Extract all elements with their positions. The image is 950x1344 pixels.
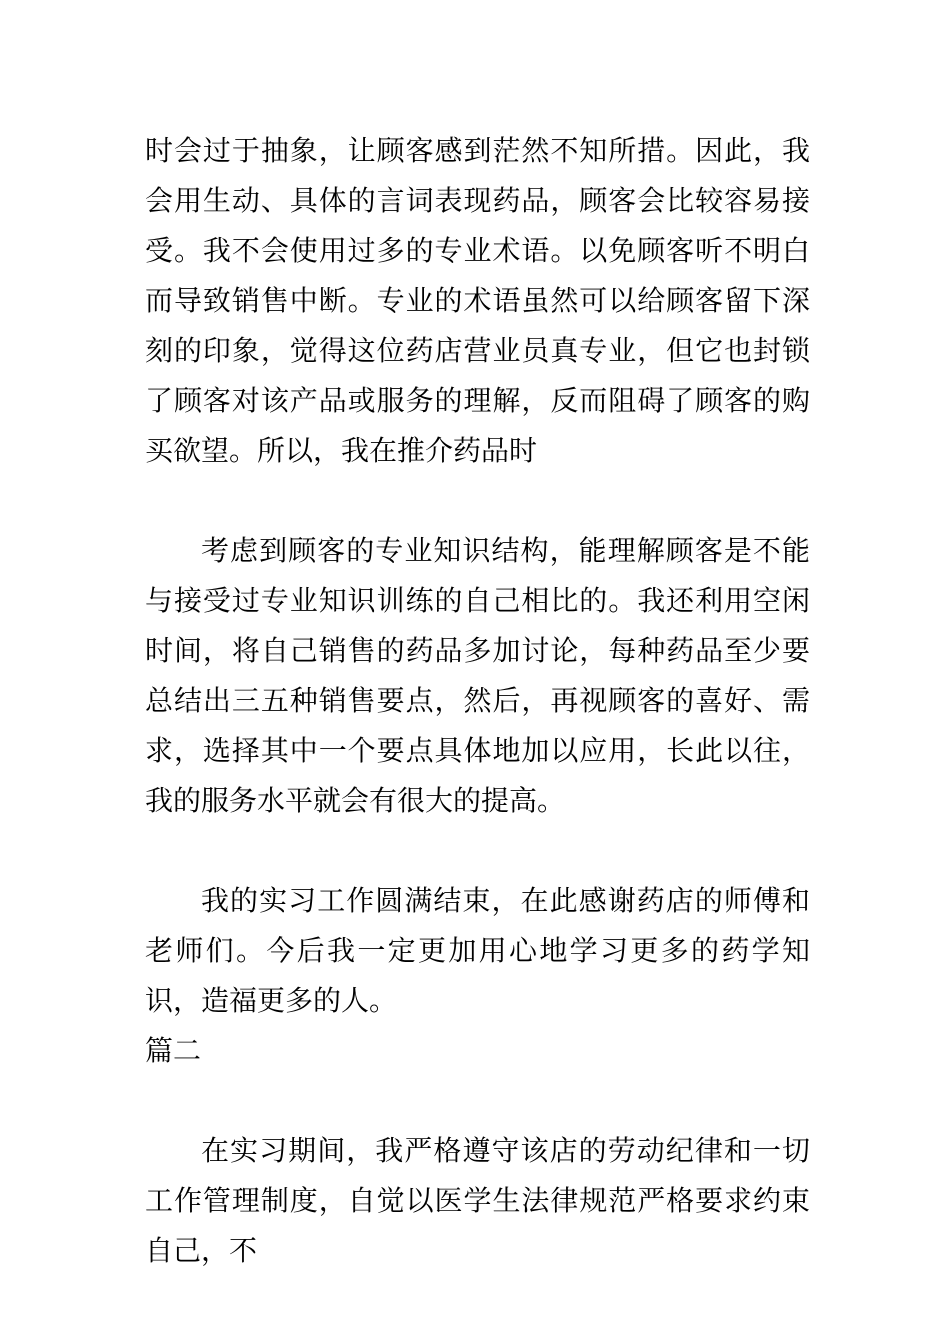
paragraph-conclusion: 我的实习工作圆满结束，在此感谢药店的师傅和老师们。今后我一定更加用心地学习更多的药学知识，造福更多的人。	[145, 884, 810, 1017]
document-body	[145, 126, 810, 1276]
section-heading: 篇二	[145, 1034, 202, 1067]
paragraph-internship-discipline: 在实习期间，我严格遵守该店的劳动纪律和一切工作管理制度，自觉以医学生法律规范严格要求约束自己，不	[145, 1134, 810, 1267]
paragraph-customer-knowledge: 考虑到顾客的专业知识结构，能理解顾客是不能与接受过专业知识训练的自己相比的。我还利用空闲时间，将自己销售的药品多加讨论，每种药品至少要总结出三五种销售要点，然后，再视顾客的喜好、需求，选择其中一个要点具体地加以应用，长此以往，我的服务水平就会有很大的提高。	[145, 534, 810, 817]
paragraph-continuation: 时会过于抽象，让顾客感到茫然不知所措。因此，我会用生动、具体的言词表现药品，顾客会比较容易接受。我不会使用过多的专业术语。以免顾客听不明白而导致销售中断。专业的术语虽然可以给顾客留下深刻的印象，觉得这位药店营业员真专业，但它也封锁了顾客对该产品或服务的理解，反而阻碍了顾客的购买欲望。所以，我在推介药品时	[145, 134, 810, 467]
